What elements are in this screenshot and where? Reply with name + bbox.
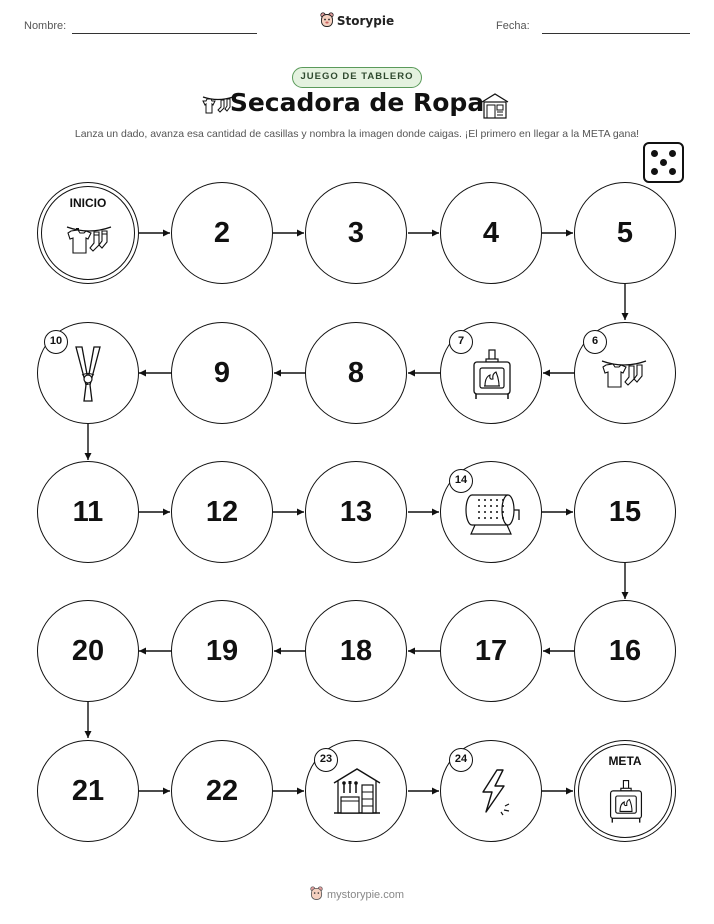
cell-number: 17 xyxy=(474,634,508,667)
board-cell[interactable] xyxy=(171,740,273,842)
board-cell[interactable] xyxy=(574,461,676,563)
cell-number-tag: 10 xyxy=(44,330,68,354)
cell-number: 21 xyxy=(71,774,105,807)
wood-stove-icon xyxy=(608,779,644,830)
board-cell[interactable] xyxy=(37,740,139,842)
board-cell[interactable] xyxy=(574,600,676,702)
cell-number: 18 xyxy=(339,634,373,667)
board-cell[interactable] xyxy=(305,461,407,563)
start-label: INICIO xyxy=(69,196,107,210)
cell-number: 22 xyxy=(205,774,239,807)
board-cell[interactable] xyxy=(37,461,139,563)
cell-number: 4 xyxy=(482,216,500,249)
board-cell[interactable] xyxy=(37,600,139,702)
board-cell[interactable] xyxy=(171,600,273,702)
footer-url[interactable]: mystorypie.com xyxy=(326,888,405,901)
name-label: Nombre: xyxy=(24,20,67,32)
tumble-dryer-drum-icon xyxy=(463,490,521,541)
cell-number: 16 xyxy=(608,634,642,667)
laundry-room-icon xyxy=(332,767,382,822)
wood-stove-icon xyxy=(471,349,513,406)
cell-number: 11 xyxy=(72,495,104,528)
cell-number: 3 xyxy=(347,216,365,249)
cell-number: 5 xyxy=(616,216,634,249)
clothesline-icon xyxy=(65,221,113,266)
board-cell-finish[interactable] xyxy=(574,740,676,842)
clothespin-icon xyxy=(72,345,104,410)
cell-number-tag: 14 xyxy=(449,469,473,493)
clothesline-icon xyxy=(600,355,648,400)
cell-number: 8 xyxy=(347,356,365,389)
cell-number: 2 xyxy=(213,216,231,249)
cell-number: 12 xyxy=(205,495,239,528)
board-cell[interactable] xyxy=(305,600,407,702)
date-label: Fecha: xyxy=(496,20,530,32)
board-cell[interactable] xyxy=(171,182,273,284)
cell-number: 19 xyxy=(205,634,239,667)
cell-number-tag: 6 xyxy=(583,330,607,354)
brand-name: Storypie xyxy=(336,14,395,28)
board-cell[interactable] xyxy=(574,182,676,284)
cell-number-tag: 24 xyxy=(449,748,473,772)
board-cell[interactable] xyxy=(305,322,407,424)
board-cell[interactable] xyxy=(440,600,542,702)
instructions: Lanza un dado, avanza esa cantidad de casillas y nombra la imagen donde caigas. ¡El primero en llegar a la META gana! xyxy=(74,128,640,140)
board-cell[interactable] xyxy=(440,182,542,284)
footer xyxy=(0,886,714,904)
cell-number: 20 xyxy=(71,634,105,667)
cell-number-tag: 23 xyxy=(314,748,338,772)
board-cell[interactable] xyxy=(305,182,407,284)
game-type-badge: JUEGO DE TABLERO xyxy=(292,67,422,88)
finish-label: META xyxy=(608,754,642,768)
board-cell[interactable] xyxy=(171,461,273,563)
cell-number: 15 xyxy=(608,495,642,528)
cell-number: 9 xyxy=(213,356,231,389)
page-title: Secadora de Ropa xyxy=(229,88,485,117)
board-cell[interactable] xyxy=(171,322,273,424)
cell-number: 13 xyxy=(339,495,373,528)
storypie-mascot-icon xyxy=(310,886,323,904)
electricity-icon xyxy=(477,768,511,821)
cell-number-tag: 7 xyxy=(449,330,473,354)
board-cell-start[interactable] xyxy=(37,182,139,284)
